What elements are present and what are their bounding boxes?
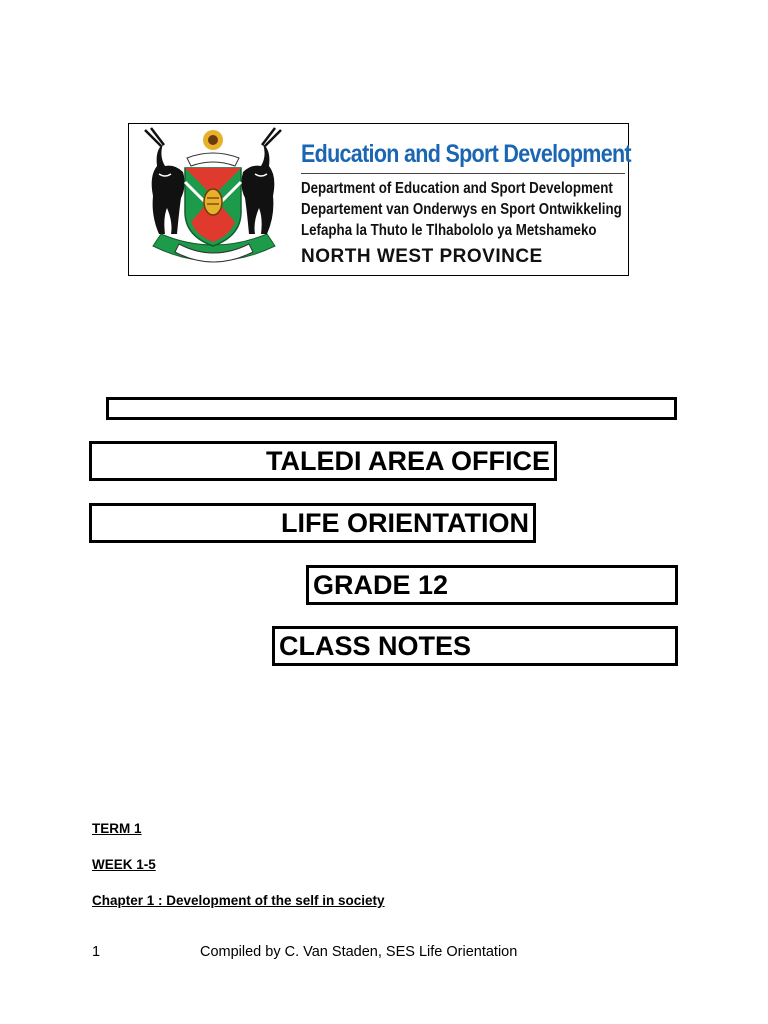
doc-type-title: CLASS NOTES bbox=[272, 626, 678, 666]
coat-of-arms-icon bbox=[135, 126, 291, 274]
area-office-title: TALEDI AREA OFFICE bbox=[89, 441, 557, 481]
grade-title: GRADE 12 bbox=[306, 565, 678, 605]
department-logo-banner bbox=[128, 123, 629, 276]
logo-divider bbox=[301, 173, 625, 174]
logo-title: Education and Sport Development bbox=[301, 140, 631, 168]
empty-banner-box bbox=[106, 397, 677, 420]
page-number: 1 bbox=[92, 944, 101, 960]
logo-line-english: Department of Education and Sport Development bbox=[301, 180, 613, 197]
logo-line-afrikaans: Departement van Onderwys en Sport Ontwikkeling bbox=[301, 201, 622, 218]
logo-line-setswana: Lefapha la Thuto le Tlhabololo ya Metshameko bbox=[301, 222, 597, 239]
chapter-heading: Chapter 1 : Development of the self in society bbox=[92, 893, 385, 908]
footer-compiled-by: Compiled by C. Van Staden, SES Life Orientation bbox=[200, 944, 518, 960]
term-heading: TERM 1 bbox=[92, 821, 142, 836]
logo-province: NORTH WEST PROVINCE bbox=[301, 246, 543, 267]
subject-title: LIFE ORIENTATION bbox=[89, 503, 536, 543]
week-heading: WEEK 1-5 bbox=[92, 857, 156, 872]
